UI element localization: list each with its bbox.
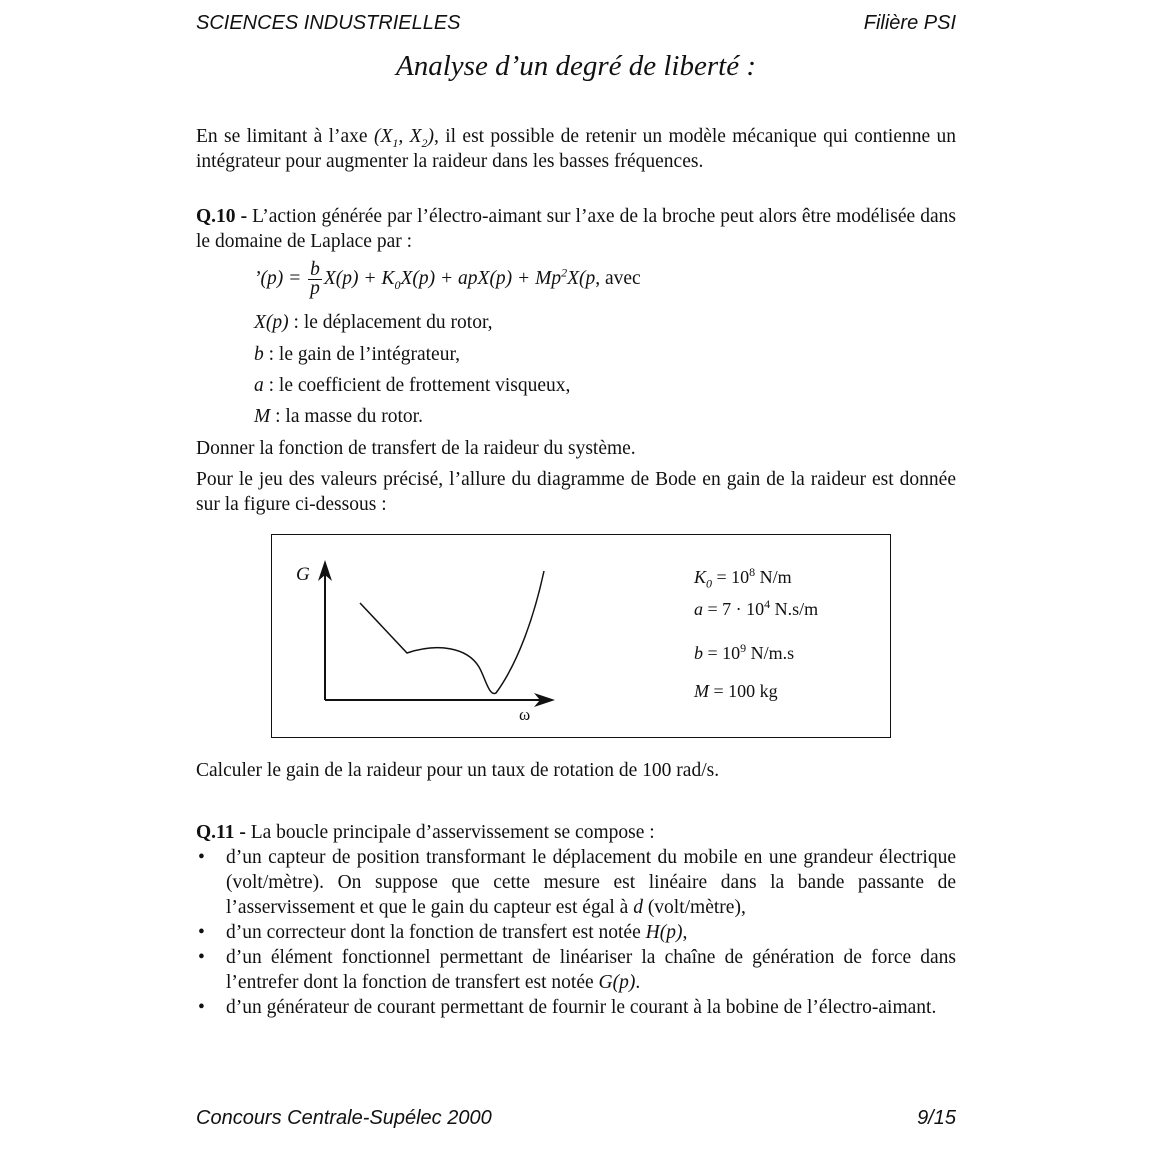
q10-paragraph [196,204,956,254]
param-symbol: a [694,599,703,619]
header-left: SCIENCES INDUSTRIELLES [196,12,461,34]
param-eq: = 100 kg [709,681,778,701]
param-b [694,641,794,666]
definition-item [254,342,460,367]
q10-label: Q.10 - [196,206,253,227]
header-right: Filière PSI [863,12,956,34]
item-tail: , [682,922,688,943]
item-symbol: H(p) [645,922,683,943]
intro-paragraph [196,124,956,174]
param-eq: = 10 [703,643,741,663]
definition-text: : le gain de l’intégrateur, [263,344,461,365]
definition-item [254,373,570,398]
definition-symbol: X(p) [254,312,289,333]
q11-list [196,845,956,1020]
footer-left: Concours Centrale-Supélec 2000 [196,1107,492,1129]
param-exp: 9 [740,641,747,655]
param-symbol: M [694,681,709,701]
formula-term3: X(p [567,267,596,289]
param-unit: N/m.s [746,643,795,663]
item-text: d’un capteur de position transformant le déplacement du mobile en une grandeur électrique (volt/mètre). On suppose que cette mesure est linéaire dans la bande passante de l’asservissement et que le gain du capteur est égal à [226,847,956,918]
list-item [196,920,956,945]
formula-sub0: 0 [394,277,401,292]
page-number: 9/15 [917,1107,956,1129]
bode-figure [271,534,891,738]
fraction-denominator: p [310,278,320,299]
intro-post: , il est possible de retenir un modèle mécanique qui contienne un intégrateur pour augmenter la raideur dans les basses fréquences. [196,126,956,172]
param-eq: = 7 · 10 [703,599,765,619]
bode-gain-plot [272,535,890,737]
param-symbol: K [694,567,707,587]
q10-text: L’action générée par l’électro-aimant sur l’axe de la broche peut alors être modélisée dans le domaine de Laplace par : [196,206,956,252]
axis-open: (X [373,126,393,147]
formula-term1: X(p) + K [323,267,395,289]
param-eq: = 10 [712,567,750,587]
param-sub: 0 [706,576,713,591]
definition-item [254,310,493,335]
item-symbol: G(p) [598,972,636,993]
param-unit: N/m [755,567,792,587]
item-text: d’un correcteur dont la fonction de transfert est notée [226,922,646,943]
intro-pre: En se limitant à l’axe [196,126,374,147]
param-symbol: b [694,643,703,663]
item-text: d’un élément fonctionnel permettant de linéariser la chaîne de génération de force dans l’entrefer dont la fonction de transfert est notée [226,947,956,993]
definition-text: : le coefficient de frottement visqueux, [263,375,571,396]
q11-label: Q.11 - [196,822,251,843]
param-m [694,679,778,704]
fraction-numerator: b [310,259,320,280]
laplace-formula [254,261,641,298]
item-symbol: d [633,897,643,918]
q10-ask-gain: Calculer le gain de la raideur pour un taux de rotation de 100 rad/s. [196,760,720,781]
formula-term2: X(p) + apX(p) + Mp [400,267,562,289]
axis-sub1: 1 [392,135,399,150]
list-item [196,945,956,995]
definition-text: : la masse du rotor. [270,406,423,427]
param-a [694,597,818,622]
x-axis-label: ω [519,705,531,724]
param-k0 [694,565,792,590]
param-exp: 4 [764,597,771,611]
y-axis-label: G [296,564,310,585]
definition-item [254,404,423,429]
page-title: Analyse d’un degré de liberté : [396,50,756,82]
q10-ask-bode: Pour le jeu des valeurs précisé, l’allure du diagramme de Bode en gain de la raideur est donnée sur la figure ci-dessous : [196,469,956,515]
param-exp: 8 [749,565,756,579]
list-item [196,845,956,920]
definition-symbol: a [254,375,264,396]
axis-comma: , X [398,126,422,147]
q11-paragraph [196,820,956,845]
axis-sub2: 2 [421,135,428,150]
item-tail: . [635,972,641,993]
definition-symbol: b [254,344,264,365]
q11-text: La boucle principale d’asservissement se compose : [250,822,655,843]
param-unit: N.s/m [770,599,819,619]
definition-symbol: M [254,406,271,427]
formula-sup2: 2 [561,265,568,280]
formula-fraction [308,261,322,298]
item-tail: (volt/mètre), [642,897,746,918]
q10-ask-transfer: Donner la fonction de transfert de la raideur du système. [196,438,636,459]
formula-tail: , avec [595,267,641,289]
gain-curve [360,571,544,694]
item-text: d’un générateur de courant permettant de fournir le courant à la bobine de l’électro-aimant. [226,997,937,1018]
axis-close: ) [427,126,434,147]
definition-text: : le déplacement du rotor, [288,312,493,333]
list-item [196,995,956,1020]
formula-lhs: ’(p) = [254,267,307,289]
